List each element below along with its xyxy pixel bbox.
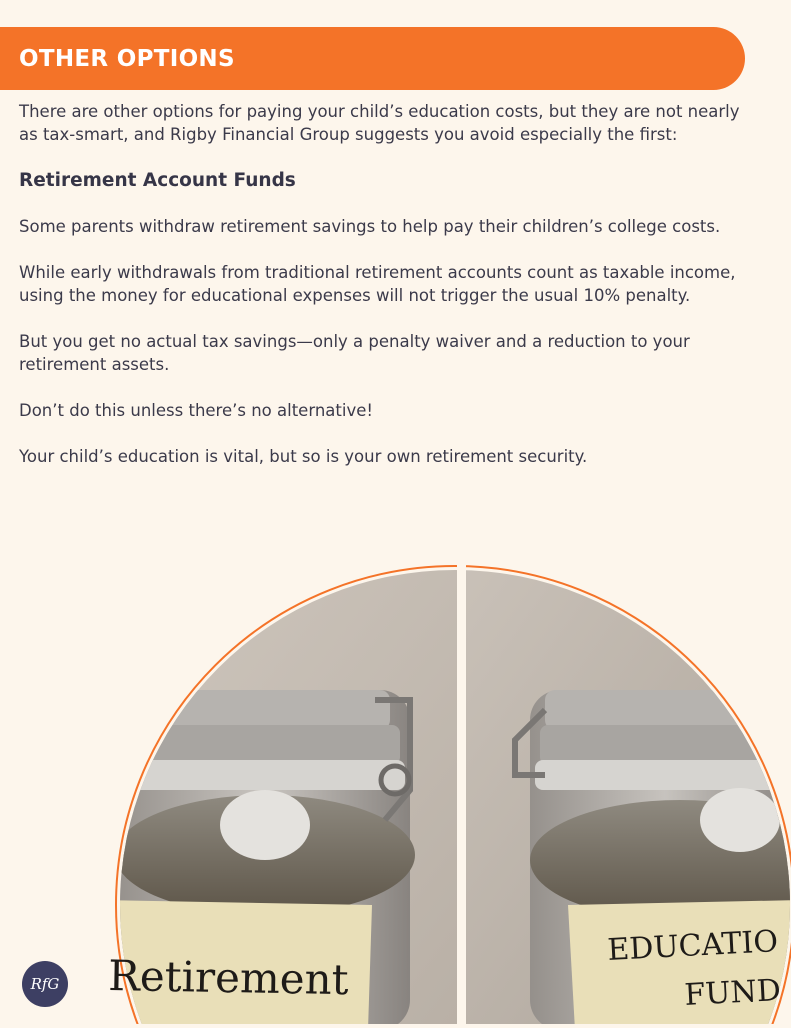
education-label-line2: FUND: [683, 972, 782, 1013]
rfg-logo: RfG: [22, 961, 68, 1007]
paragraph-4: Don’t do this unless there’s no alternative!: [19, 401, 373, 420]
education-label-line1: EDUCATIO: [606, 924, 779, 968]
paragraph-1: Some parents withdraw retirement savings to help pay their children’s college costs.: [19, 217, 721, 236]
paragraph-5: Your child’s education is vital, but so is your own retirement security.: [19, 447, 588, 466]
paragraph-2: While early withdrawals from traditional retirement accounts count as taxable income, using the money for educational expenses will not trigger the usual 10% penalty.: [19, 263, 736, 305]
section-heading: Retirement Account Funds: [19, 170, 296, 191]
photo-divider: [457, 565, 466, 1024]
section-title: OTHER OPTIONS: [19, 45, 235, 72]
intro-paragraph: There are other options for paying your child’s education costs, but they are not nearly as tax-smart, and Rigby Financial Group suggests you avoid especially the first:: [19, 102, 740, 144]
paragraph-3: But you get no actual tax savings—only a penalty waiver and a reduction to your retirement assets.: [19, 332, 690, 374]
retirement-label: Retirement: [107, 951, 349, 1005]
